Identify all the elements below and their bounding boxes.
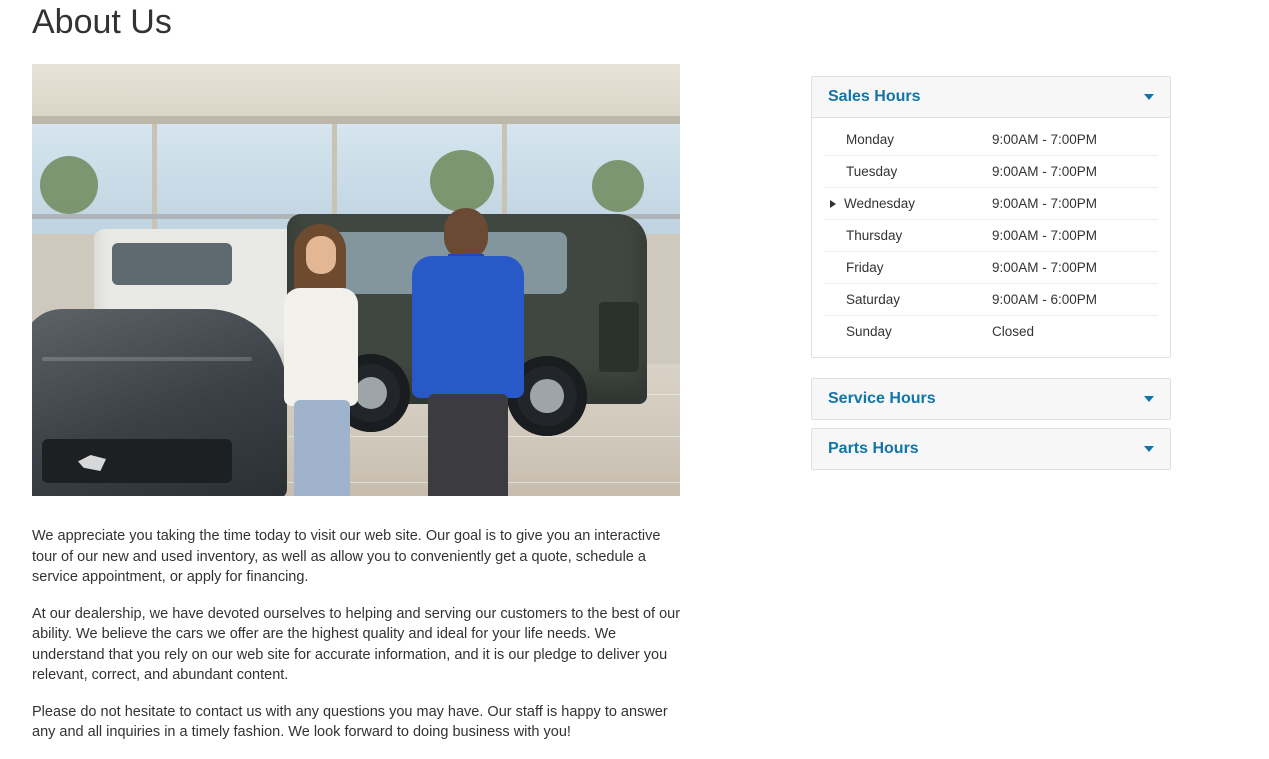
hours-row <box>824 284 1158 316</box>
hours-time-label: 9:00AM - 7:00PM <box>992 260 1098 275</box>
main-content-column <box>32 0 680 759</box>
hours-day-label: Tuesday <box>846 164 898 179</box>
hours-row <box>824 124 1158 156</box>
hours-time-label: 9:00AM - 7:00PM <box>992 228 1098 243</box>
hero-white-suv-window <box>112 243 232 285</box>
accordion-title-service-hours: Service Hours <box>828 390 936 407</box>
hero-customer <box>276 214 368 496</box>
dealership-showroom-image <box>32 64 680 496</box>
hero-salesperson-pants <box>428 394 508 496</box>
hours-day-label: Wednesday <box>844 196 916 211</box>
hours-row <box>824 220 1158 252</box>
hours-day-cell <box>824 196 992 211</box>
accordion-header-service-hours[interactable] <box>812 379 1170 419</box>
hours-day-label: Thursday <box>846 228 903 243</box>
hours-row-today <box>824 188 1158 220</box>
accordion-parts-hours <box>811 428 1171 470</box>
hours-day-cell <box>824 292 992 307</box>
chevron-down-icon[interactable] <box>1144 396 1154 402</box>
hours-time-label: 9:00AM - 7:00PM <box>992 132 1098 147</box>
accordion-sales-hours <box>811 76 1171 358</box>
hours-day-cell <box>824 132 992 147</box>
hours-day-label: Sunday <box>846 324 892 339</box>
hero-foreground-car <box>32 309 287 496</box>
hero-customer-face <box>306 236 336 274</box>
hours-time-label: 9:00AM - 7:00PM <box>992 196 1098 211</box>
accordion-header-parts-hours[interactable] <box>812 429 1170 469</box>
hero-foreground-car-grille <box>42 439 232 483</box>
hours-day-label: Friday <box>846 260 884 275</box>
hours-time-label: 9:00AM - 6:00PM <box>992 292 1098 307</box>
today-marker-placeholder <box>832 231 838 240</box>
hero-dark-truck-grille <box>599 302 639 372</box>
accordion-service-hours <box>811 378 1171 420</box>
hero-foreground-car-hood-line <box>42 357 252 361</box>
hero-salesperson-polo <box>412 256 524 398</box>
hours-day-label: Saturday <box>846 292 901 307</box>
chevron-down-icon[interactable] <box>1144 94 1154 100</box>
today-marker-placeholder <box>832 263 838 272</box>
hours-day-cell <box>824 260 992 275</box>
hours-row <box>824 252 1158 284</box>
about-paragraph-3: Please do not hesitate to contact us with any questions you may have. Our staff is happy to answer any and all inquiries in a timely fashion. We look forward to doing business with you! <box>32 703 668 740</box>
hours-sidebar <box>811 76 1171 478</box>
accordion-title-parts-hours: Parts Hours <box>828 440 919 457</box>
hours-row <box>824 156 1158 188</box>
today-marker-placeholder <box>832 167 838 176</box>
about-paragraph-1: We appreciate you taking the time today to visit our web site. Our goal is to give you an interactive tour of our new and used inventory, as well as allow you to conveniently get a quote, schedule a service appointment, or apply for financing. <box>32 528 661 585</box>
about-paragraph-2: At our dealership, we have devoted ourselves to helping and serving our customers to the best of our ability. We believe the cars we offer are the highest quality and ideal for your life needs. We understand that you rely on our web site for accurate information, and it is our pledge to deliver you relevant, correct, and abundant content. <box>32 605 681 683</box>
hours-day-cell <box>824 164 992 179</box>
today-marker-placeholder <box>832 135 838 144</box>
hero-salesperson-head <box>444 208 488 260</box>
hours-time-label: 9:00AM - 7:00PM <box>992 164 1098 179</box>
today-marker-icon <box>830 200 836 208</box>
hours-day-cell <box>824 228 992 243</box>
hero-tree <box>592 160 644 212</box>
hero-customer-shirt <box>284 288 358 406</box>
hours-day-label: Monday <box>846 132 895 147</box>
about-us-body-copy <box>32 526 684 743</box>
hours-day-cell <box>824 324 992 339</box>
today-marker-placeholder <box>832 327 838 336</box>
hero-salesperson <box>408 200 526 496</box>
accordion-title-sales-hours: Sales Hours <box>828 88 921 105</box>
hero-tree <box>40 156 98 214</box>
chevron-down-icon[interactable] <box>1144 446 1154 452</box>
hero-ceiling-strip <box>32 116 680 124</box>
page-title: About Us <box>32 3 172 41</box>
hours-row <box>824 316 1158 347</box>
hero-customer-jeans <box>294 400 350 496</box>
accordion-header-sales-hours[interactable] <box>812 77 1170 118</box>
sales-hours-table <box>812 118 1170 357</box>
hours-time-label: Closed <box>992 324 1035 339</box>
today-marker-placeholder <box>832 295 838 304</box>
